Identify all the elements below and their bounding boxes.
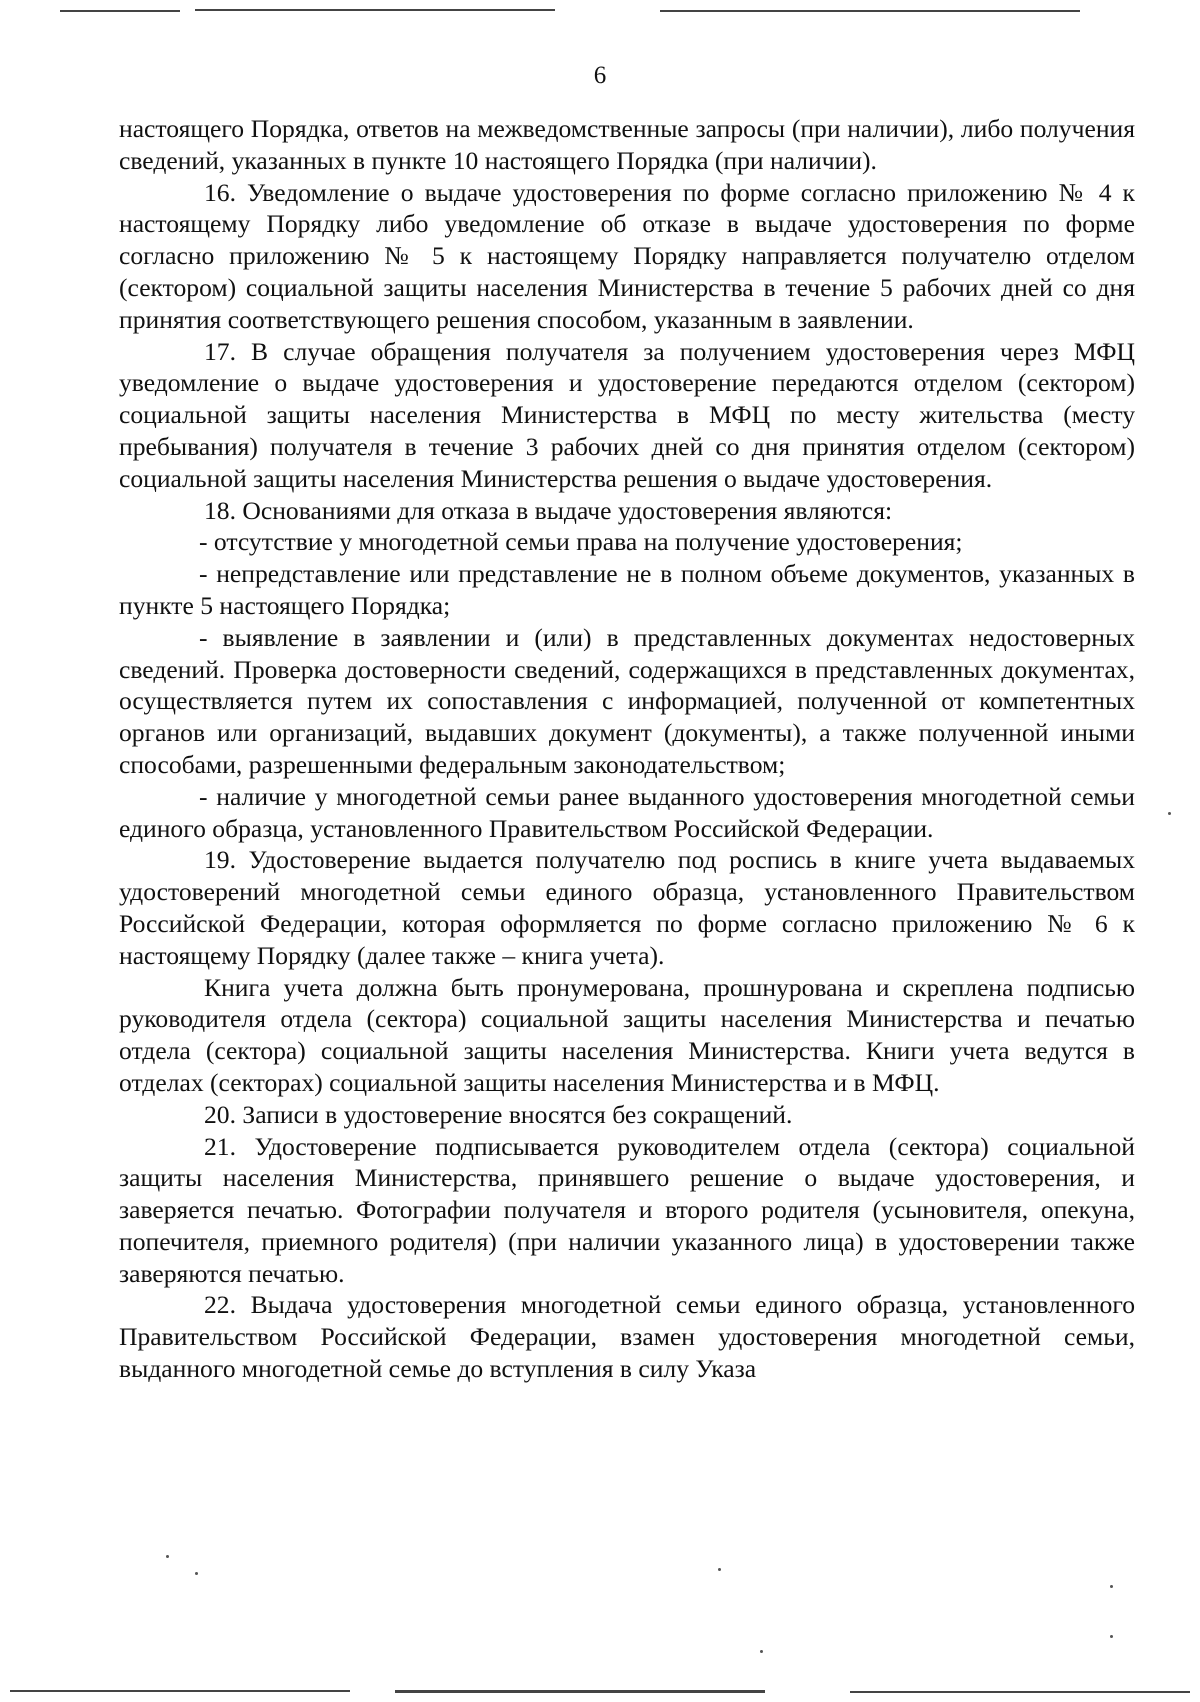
paragraph: 21. Удостоверение подписывается руководителем отдела (сектора) социальной защиты населения Министерства, принявшего решение о выдаче удостоверения, и заверяется печатью. Фотографии получателя и второго родителя (усыновителя, опекуна, попечителя, приемного родителя) (при наличии указанного лица) в удостоверении также заверяются печатью. bbox=[119, 1131, 1135, 1288]
paragraph: Книга учета должна быть пронумерована, прошнурована и скреплена подписью руководителя отдела (сектора) социальной защиты населения Министерства и печатью отдела (сектора) социальной защиты населения Министерства. Книги учета ведутся в отделах (секторах) социальной защиты населения Министерства и в МФЦ. bbox=[119, 972, 1135, 1097]
paragraph: 16. Уведомление о выдаче удостоверения по форме согласно приложению № 4 к настоящему Порядку либо уведомление об отказе в выдаче удостоверения по форме согласно приложению № 5 к настоящему Порядку направляется получателю отделом (сектором) социальной защиты населения Министерства в течение 5 рабочих дней со дня принятия соответствующего решения способом, указанным в заявлении. bbox=[119, 177, 1135, 334]
scan-speck bbox=[166, 1555, 169, 1558]
list-item: - отсутствие у многодетной семьи права на получение удостоверения; bbox=[199, 527, 963, 557]
scan-artifact-bottom-line bbox=[850, 1691, 1190, 1693]
scan-speck bbox=[1168, 812, 1171, 815]
list-item: - выявление в заявлении и (или) в представленных документах недостоверных сведений. Проверка достоверности сведений, содержащихся в представленных документах, осуществляется путем их сопоставления с информацией, полученной от компетентных органов или организаций, выдавших документ (документы), а также полученной иными способами, разрешенными федеральным законодательством; bbox=[119, 622, 1135, 779]
paragraph: 22. Выдача удостоверения многодетной семьи единого образца, установленного Правительством Российской Федерации, взамен удостоверения многодетной семьи, выданного многодетной семье до вступления в силу Указа bbox=[119, 1290, 1135, 1384]
scan-artifact-top-line bbox=[660, 10, 1080, 12]
scan-artifact-bottom-line bbox=[395, 1690, 765, 1693]
scan-artifact-top-line bbox=[60, 10, 180, 12]
document-body bbox=[119, 113, 1135, 1385]
scan-speck bbox=[1110, 1635, 1113, 1638]
paragraph: 20. Записи в удостоверение вносятся без сокращений. bbox=[204, 1099, 793, 1129]
paragraph: 17. В случае обращения получателя за получением удостоверения через МФЦ уведомление о выдаче удостоверения и удостоверение передаются отделом (сектором) социальной защиты населения Министерства в МФЦ по месту жительства (месту пребывания) получателя в течение 3 рабочих дней со дня принятия отделом (сектором) социальной защиты населения Министерства решения о выдаче удостоверения. bbox=[119, 336, 1135, 493]
scan-speck bbox=[760, 1650, 763, 1653]
list-item: - наличие у многодетной семьи ранее выданного удостоверения многодетной семьи единого образца, установленного Правительством Российской Федерации. bbox=[119, 781, 1135, 843]
paragraph: 18. Основаниями для отказа в выдаче удостоверения являются: bbox=[204, 495, 893, 525]
scan-speck bbox=[718, 1568, 721, 1571]
list-item: - непредставление или представление не в полном объеме документов, указанных в пункте 5 настоящего Порядка; bbox=[119, 559, 1135, 620]
paragraph: 19. Удостоверение выдается получателю под роспись в книге учета выдаваемых удостоверений многодетной семьи единого образца, установленного Правительством Российской Федерации, которая оформляется по форме согласно приложению № 6 к настоящему Порядку (далее также – книга учета). bbox=[119, 845, 1135, 970]
scan-speck bbox=[1110, 1585, 1113, 1588]
paragraph: настоящего Порядка, ответов на межведомственные запросы (при наличии), либо получения сведений, указанных в пункте 10 настоящего Порядка (при наличии). bbox=[119, 114, 1135, 175]
scan-speck bbox=[195, 1572, 198, 1575]
scan-artifact-top-line bbox=[195, 9, 555, 11]
scan-artifact-bottom-line bbox=[10, 1690, 350, 1692]
page-number: 6 bbox=[593, 62, 607, 89]
